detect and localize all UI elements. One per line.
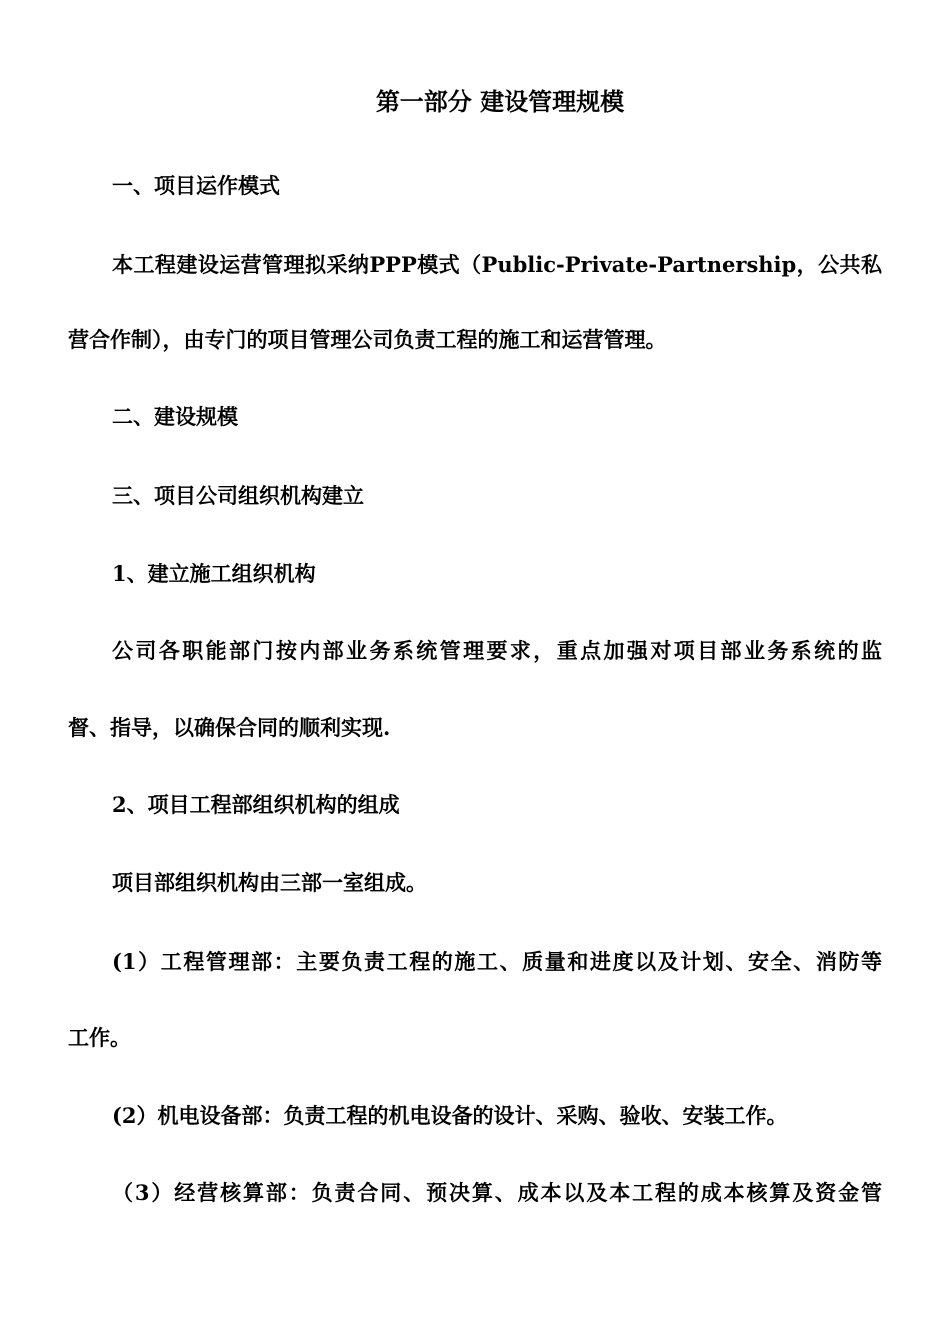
paragraph-line: 项目部组织机构由三部一室组成。 bbox=[112, 870, 427, 895]
section-heading-operation-mode: 一、项目运作模式 bbox=[112, 173, 280, 198]
list-item-line: (2）机电设备部：负责工程的机电设备的设计、采购、验收、安装工作。 bbox=[112, 1103, 788, 1128]
list-item-line: 工作。 bbox=[68, 1025, 131, 1050]
subsection-heading: 2、项目工程部组织机构的组成 bbox=[112, 792, 400, 817]
paragraph-line: 本工程建设运营管理拟采纳PPP模式（Public-Private-Partnership，公共私 bbox=[112, 252, 882, 277]
paragraph-line: 营合作制），由专门的项目管理公司负责工程的施工和运营管理。 bbox=[68, 327, 667, 352]
section-heading-construction-scale: 二、建设规模 bbox=[112, 404, 238, 429]
page-title: 第一部分 建设管理规模 bbox=[375, 87, 625, 116]
section-heading-organization: 三、项目公司组织机构建立 bbox=[112, 483, 364, 508]
paragraph-line: 公司各职能部门按内部业务系统管理要求，重点加强对项目部业务系统的监 bbox=[112, 638, 882, 663]
subsection-heading: 1、建立施工组织机构 bbox=[112, 561, 316, 586]
paragraph-line: 督、指导，以确保合同的顺利实现. bbox=[68, 715, 391, 740]
list-item-line: （3）经营核算部：负责合同、预决算、成本以及本工程的成本核算及资金管 bbox=[112, 1180, 882, 1205]
list-item-line: (1）工程管理部：主要负责工程的施工、质量和进度以及计划、安全、消防等 bbox=[112, 949, 882, 974]
